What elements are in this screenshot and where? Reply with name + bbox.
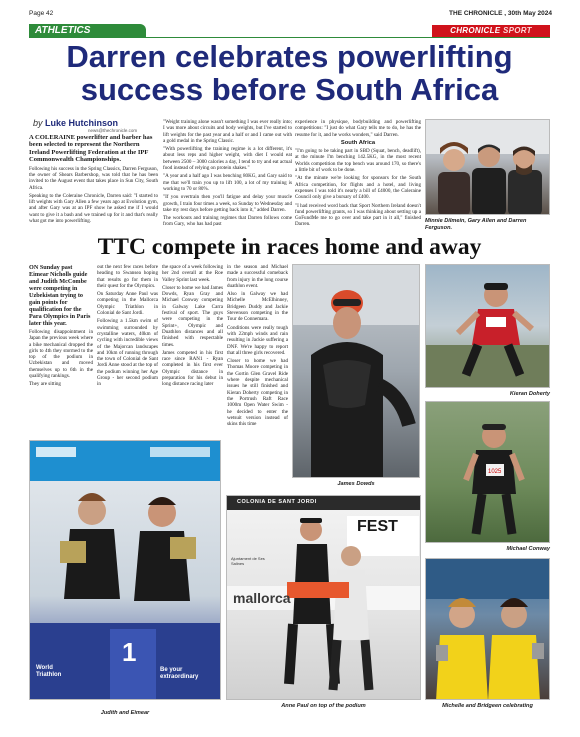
byline-name: Luke Hutchinson [45,118,119,128]
michael-conway-photo [425,401,550,543]
fest-banner: FEST [357,518,398,535]
trio-photo-caption: Minnie Dilmein, Gary Allen and Darren Ferguson. [425,218,527,231]
duathlete-illustration [426,402,550,543]
celebration-illustration [426,559,550,700]
world-triathlon-line-b: Triathlon [36,672,62,678]
chronicle-sport-tab [432,25,550,37]
story1-lead: A COLERAINE powerlifter and barber has been selected to represent the Northern Ireland Powerlifting Federation at the IPF Commonwealth Championships. [29,134,153,164]
swimmer-illustration [293,265,420,478]
story2-paragraph: James competed in his first race since RAN1 - Ryan completed in his first ever Olympic distance in preparation for his debut in long distance racing later [162,349,223,388]
story2-headline: TTC compete in races home and away [97,234,482,260]
be-your-line-a: Be your [160,667,183,673]
chronicle-wordmark: CHRONICLE [450,26,501,35]
story1-paragraph: "At the minute we're looking for sponsors for the South Africa competition, for flights and a hotel, and living expenses I was told it's nearly a bill of £4000, the Coleraine Council only give a bursary of £400. [295,175,421,201]
runner-illustration [426,265,550,388]
story1-paragraph: "A year and a half ago I was benching 80KG, and Gary said to me that we'll train you up to lift 100, a lot of my training is working to 70 or 80%. [163,173,292,192]
kieran-doherty-photo [425,264,550,388]
story2-paragraph: Following a 1.5km swim of swimming surrounded by crystalline waters, 40km of cycling with incredible views of the Majorcan landscapes and 10km of running through the town of Colonial de Sant Jordi Anne stood at the top of the podium winning her Age Group - her second podium in [97,318,158,388]
judith-and-eimear-photo [29,440,221,700]
headline-line2: success before South Africa [80,72,499,107]
ajuntament-logo: Ajuntament de Ses Salines [231,556,265,566]
story1-paragraph: Following his success in the Spring Classics, Darren Ferguson, the owner of Shears Barbershop, was told that he has been invited to the August event that takes place in Sun City, South Africa. [29,165,158,191]
byline [33,119,173,133]
james-caption: James Dowds [337,481,375,487]
byline-by: by [33,118,43,128]
race-banner: COLONIA DE SANT JORDI [237,499,317,505]
story2-paragraph: out the next few races before heading to Swansea hoping that results go for them in their quest for the Olympics. [97,264,158,289]
story2-column-1 [29,264,93,436]
story2-column-4 [227,264,288,484]
story2-paragraph: Closer to home we had James Dowds, Ryan Gray and Michael Conway competing in Galway Lake Carra festival of sport. The guys were competing in the Sprint+, Olympic and Duathlon distances and all finished with respectable times. [162,284,223,348]
michelle-caption: Michelle and Bridgeen celebrating [442,703,533,709]
section-label: ATHLETICS [35,25,91,36]
story1-paragraph: Speaking to the Coleraine Chronicle, Darren said: "I started to lift weights with Gary Allen a few years ago at Evolution gym, and after Gary was at an IPF show he asked me if I would want to give it a bash and we trained up for it and that's really what got me into powerlifting. [29,192,158,224]
michelle-and-bridgeen-photo [425,558,550,700]
story1-paragraph: "I'm going to be taking part in SBD (Squat, bench, deadlift), at the minute I'm benching 142.5KG, in the most recent Worlds competition the top bench was around 170, so there's a little bit of work to be done. [295,148,421,174]
story1-paragraph: "I had received word back that Sport Northern Ireland doesn't fund powerlifting grants, so I was thinking about setting up a GoFundMe me to go over and take part in it all," finished Darren. [295,202,421,228]
paper-date: THE CHRONICLE , 30th May 2024 [449,10,552,17]
michael-caption: Michael Conway [506,546,550,552]
story1-paragraph: "If you overtrain then you'll fatigue and delay your muscle growth, I train four times a week, so Sunday to Wednesday and take my rest days before getting back into it," added Darren. [163,194,292,213]
story1-subhead: South Africa [340,139,376,146]
james-dowds-photo [292,264,420,478]
story2-paragraph: Closer to home we had Thomas Moore competing in the Gortin Glen Gravel Ride where despite mechanical issues he still finished and Kieran Doherty competing in the Portrush Raft Race 1000m Open Water Swim - he decided to enter the wetsuit version instead of skins this time [227,358,288,428]
powerlifting-trio-photo [425,119,550,215]
be-your-extraordinary-text [160,667,198,681]
story2-column-2 [97,264,158,436]
story1-paragraph: experience in physique, bodybuilding and powerlifting competitions: "I just do what Gary tells me to do, he has the resume for it, and he works wonders," said Darren. [295,119,421,138]
athletics-section-tab [29,24,146,38]
world-triathlon-line-a: World [36,665,53,671]
podium-number: 1 [122,637,137,667]
story2-paragraph: the space of a week following her 2nd overall at the Roe Valley Sprint last week. [162,264,223,283]
story2-paragraph: On Saturday Anne Paul was competing in the Mallorca Olympic Triathlon in Colonial de Sant Jordi. [97,291,158,317]
world-triathlon-logo [36,665,61,679]
story1-paragraph: "With powerlifting the training regime is a lot different, it's about less reps and higher weight, with diet I would eat between 2500 – 3000 calories a day, I tend to try and eat actual food instead of relying on protein shakes." [163,146,292,172]
judith-caption: Judith and Eimear [100,710,150,716]
story1-headline [29,40,550,106]
story1-column-1 [29,134,158,230]
story1-paragraph: "Weight training alone wasn't something I was ever really into; I was more about circuits and body weights, but I've started to lift weights for the past year and a half or and I came out with a gold medal in the Spring Classic. [163,119,292,144]
michael-bib-number: 1025 [488,469,502,475]
story2-paragraph: They are sitting [29,381,61,388]
anne-caption: Anne Paul on top of the podium [281,703,366,709]
sport-wordmark: SPORT [502,26,532,35]
story1-column-2 [163,119,292,230]
story2-lead: ON Sunday past Eimear Nicholls guide and Judith McCombe were competing in Uzbekistan trying to gain points for qualification for the Para Olympics in Paris later this year. [29,264,91,327]
byline-email: news@thechronicle.com [88,128,138,133]
mallorca-banner: mallorca [233,590,291,606]
page-number: Page 42 [29,10,54,17]
trio-illustration [426,120,550,215]
anne-paul-photo [226,495,421,700]
story2-paragraph: Also in Galway we had Michelle McElhinney, Bridgeen Duddy and Jackie Stevenson competing in the Tour de Connemara. [227,291,288,323]
headline-line1: Darren celebrates powerlifting [66,39,513,74]
story2-paragraph: Following disappointment in Japan the previous week where a bike mechanical dropped the girls to 4th they stormed to the top of the podium in Uzbekistan and moved themselves up to 6th in the qualifying rankings. [29,329,93,380]
be-your-line-b: extraordinary [160,674,199,680]
story2-column-3 [162,264,223,436]
kieran-caption: Kieran Doherty [509,391,550,397]
story1-paragraph: The workouts and training regimes that Darren follows come from Gary, who has had past [163,215,292,228]
story2-paragraph: Conditions were really tough with 22mph winds and rain resulting in Jackie suffering a DNF. We're happy to report that all three girls recovered. [227,324,288,356]
story2-paragraph: in the season and Michael made a successful comeback from injury in the long course duathlon event. [227,264,288,289]
story1-column-3 [295,119,421,230]
